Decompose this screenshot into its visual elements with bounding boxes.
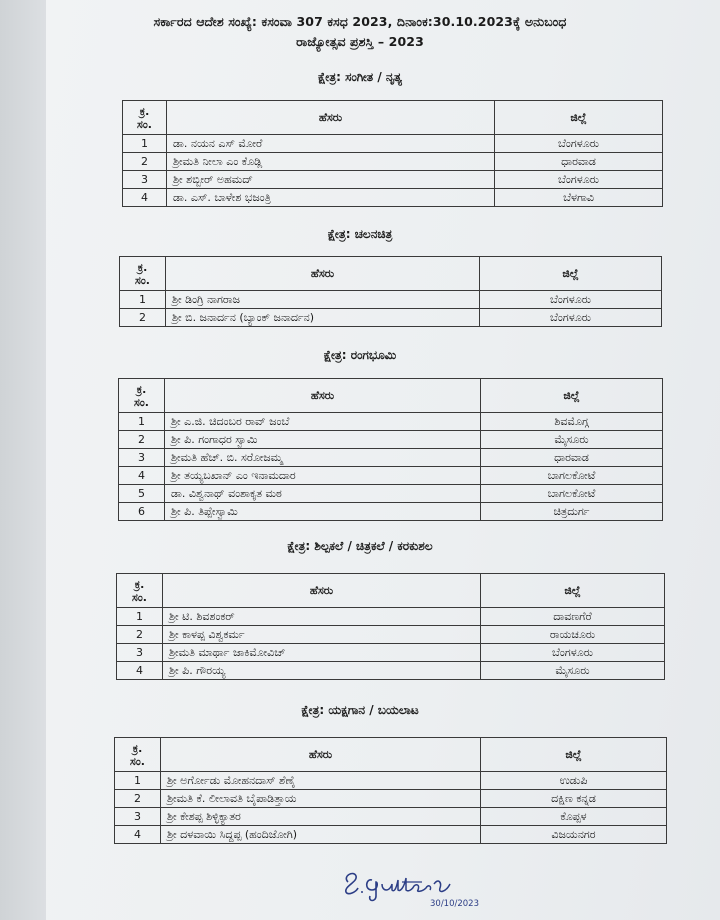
sl-number: 1 (120, 291, 166, 309)
awardee-name: ಶ್ರೀ ಕಾಳಪ್ಪ ವಿಶ್ವಕರ್ಮ (163, 626, 481, 644)
table-row (115, 772, 667, 790)
table-row (115, 826, 667, 844)
column-name: ಹೆಸರು (165, 379, 481, 413)
column-name: ಹೆಸರು (167, 101, 495, 135)
district-name: ಬಾಗಲಕೋಟೆ (481, 485, 663, 503)
section-title-theatre: ಕ್ಷೇತ್ರ: ರಂಗಭೂಮಿ (323, 348, 397, 362)
table-row (117, 644, 665, 662)
district-name: ದಕ್ಷಿಣ ಕನ್ನಡ (481, 790, 667, 808)
column-name: ಹೆಸರು (161, 738, 481, 772)
section-title-music-dance: ಕ್ಷೇತ್ರ: ಸಂಗೀತ / ನೃತ್ಯ (318, 70, 402, 84)
column-name: ಹೆಸರು (163, 574, 481, 608)
awardee-name: ಶ್ರೀಮತಿ ಕೆ. ಲೀಲಾವತಿ ಬೈಪಾಡಿತ್ತಾಯ (161, 790, 481, 808)
awardee-name: ಶ್ರೀ ಕೇಶಪ್ಪ ಶಿಳ್ಳಿಕ್ಯಾತರ (161, 808, 481, 826)
column-district: ಜಿಲ್ಲೆ (480, 257, 662, 291)
sl-number: 2 (123, 153, 167, 171)
sl-number: 1 (119, 413, 165, 431)
awardee-name: ಶ್ರೀ ಬಿ. ಜನಾರ್ದನ (ಬ್ಯಾಂಕ್ ಜನಾರ್ದನ) (166, 309, 480, 327)
table-row (117, 608, 665, 626)
section-title-sculpture-painting-crafts: ಕ್ಷೇತ್ರ: ಶಿಲ್ಪಕಲೆ / ಚಿತ್ರಕಲೆ / ಕರಕುಶಲ (287, 539, 433, 553)
sl-number: 4 (119, 467, 165, 485)
sl-number: 2 (120, 309, 166, 327)
district-name: ರಾಯಚೂರು (481, 626, 665, 644)
sl-number: 1 (117, 608, 163, 626)
sl-number: 4 (115, 826, 161, 844)
table-row (119, 503, 663, 521)
awardee-name: ಶ್ರೀ ಪಿ. ಗಂಗಾಧರ ಸ್ವಾಮಿ (165, 431, 481, 449)
table-row (123, 189, 663, 207)
section-title-yakshagana: ಕ್ಷೇತ್ರ: ಯಕ್ಷಗಾನ / ಬಯಲಾಟ (301, 703, 419, 717)
awardee-name: ಶ್ರೀ ಎ.ಜಿ. ಚಿದಂಬರ ರಾವ್ ಜಂಬೆ (165, 413, 481, 431)
column-sl: ಕ್ರ. ಸಂ. (119, 379, 165, 413)
awardee-name: ಡಾ. ನಯನ ಎಸ್ ಮೋರೆ (167, 135, 495, 153)
district-name: ಮೈಸೂರು (481, 662, 665, 680)
column-sl: ಕ್ರ. ಸಂ. (115, 738, 161, 772)
page-edge (0, 0, 46, 920)
column-district: ಜಿಲ್ಲೆ (495, 101, 663, 135)
table-row (120, 291, 662, 309)
column-sl: ಕ್ರ. ಸಂ. (117, 574, 163, 608)
table-row (119, 413, 663, 431)
district-name: ಶಿವಮೊಗ್ಗ (481, 413, 663, 431)
sl-number: 2 (119, 431, 165, 449)
sl-number: 3 (119, 449, 165, 467)
district-name: ಬೆಂಗಳೂರು (481, 644, 665, 662)
district-name: ಮೈಸೂರು (481, 431, 663, 449)
awardee-name: ಶ್ರೀ ಡಿಂಗ್ರಿ ನಾಗರಾಜ (166, 291, 480, 309)
table-row (119, 431, 663, 449)
column-district: ಜಿಲ್ಲೆ (481, 738, 667, 772)
table-row (119, 485, 663, 503)
awardee-name: ಶ್ರೀಮತಿ ಮಾರ್ಥಾ ಜಾಕಿಮೋವಿಚ್ (163, 644, 481, 662)
awardee-name: ಡಾ. ವಿಶ್ವನಾಥ್ ವಂಶಾಕೃತ ಮಠ (165, 485, 481, 503)
district-name: ಬೆಂಗಳೂರು (495, 135, 663, 153)
column-sl: ಕ್ರ. ಸಂ. (123, 101, 167, 135)
section-title-film: ಕ್ಷೇತ್ರ: ಚಲನಚಿತ್ರ (327, 227, 393, 241)
awardee-name: ಶ್ರೀ ದಳವಾಯಿ ಸಿದ್ದಪ್ಪ (ಹಂದಿಜೋಗಿ) (161, 826, 481, 844)
table-sculpture-painting-crafts (116, 573, 665, 680)
district-name: ಬೆಂಗಳೂರು (495, 171, 663, 189)
district-name: ಉಡುಪಿ (481, 772, 667, 790)
awardee-name: ಶ್ರೀ ಟಿ. ಶಿವಶಂಕರ್ (163, 608, 481, 626)
awardee-name: ಶ್ರೀಮತಿ ಹೆಚ್. ಬಿ. ಸರೋಜಮ್ಮ (165, 449, 481, 467)
district-name: ಧಾರವಾಡ (495, 153, 663, 171)
sl-number: 1 (123, 135, 167, 153)
sl-number: 3 (117, 644, 163, 662)
table-film (119, 256, 662, 327)
table-yakshagana (114, 737, 667, 844)
sl-number: 3 (123, 171, 167, 189)
table-music-dance (122, 100, 663, 207)
sl-number: 4 (123, 189, 167, 207)
awardee-name: ಶ್ರೀ ಪಿ. ಗೌರಯ್ಯ (163, 662, 481, 680)
sl-number: 4 (117, 662, 163, 680)
table-row (119, 449, 663, 467)
awardee-name: ಶ್ರೀ ತಯ್ಯಬಖಾನ್ ಎಂ ಇನಾಮದಾರ (165, 467, 481, 485)
district-name: ದಾವಣಗೆರೆ (481, 608, 665, 626)
column-sl: ಕ್ರ. ಸಂ. (120, 257, 166, 291)
district-name: ಬೆಳಗಾವಿ (495, 189, 663, 207)
district-name: ಧಾರವಾಡ (481, 449, 663, 467)
column-district: ಜಿಲ್ಲೆ (481, 574, 665, 608)
signature-date: 30/10/2023 (430, 899, 479, 909)
district-name: ಚಿತ್ರದುರ್ಗ (481, 503, 663, 521)
table-theatre (118, 378, 663, 521)
district-name: ಬಾಗಲಕೋಟೆ (481, 467, 663, 485)
column-name: ಹೆಸರು (166, 257, 480, 291)
sl-number: 6 (119, 503, 165, 521)
column-district: ಜಿಲ್ಲೆ (481, 379, 663, 413)
sl-number: 2 (117, 626, 163, 644)
table-row (123, 171, 663, 189)
awardee-name: ಡಾ. ಎಸ್. ಬಾಳೇಶ ಭಜಂತ್ರಿ (167, 189, 495, 207)
awardee-name: ಶ್ರೀ ಅರ್ಗೋಡು ಮೋಹನದಾಸ್ ಶೆಣೈ (161, 772, 481, 790)
district-name: ಬೆಂಗಳೂರು (480, 309, 662, 327)
table-row (119, 467, 663, 485)
order-reference: ಸರ್ಕಾರದ ಆದೇಶ ಸಂಖ್ಯೆ: ಕಸಂವಾ 307 ಕಸಧ 2023, ದಿನಾಂಕ:30.10.2023ಕ್ಕೆ ಅನುಬಂಧ (153, 14, 567, 29)
sl-number: 5 (119, 485, 165, 503)
district-name: ವಿಜಯನಗರ (481, 826, 667, 844)
table-row (115, 808, 667, 826)
district-name: ಬೆಂಗಳೂರು (480, 291, 662, 309)
district-name: ಕೊಪ್ಪಳ (481, 808, 667, 826)
sl-number: 1 (115, 772, 161, 790)
document-title: ರಾಜ್ಯೋತ್ಸವ ಪ್ರಶಸ್ತಿ – 2023 (296, 34, 424, 49)
table-row (117, 662, 665, 680)
table-row (117, 626, 665, 644)
table-row (115, 790, 667, 808)
awardee-name: ಶ್ರೀ ಶಬ್ಬೀರ್ ಅಹಮದ್ (167, 171, 495, 189)
signature (338, 862, 498, 912)
sl-number: 3 (115, 808, 161, 826)
table-row (123, 153, 663, 171)
table-row (120, 309, 662, 327)
sl-number: 2 (115, 790, 161, 808)
table-row (123, 135, 663, 153)
awardee-name: ಶ್ರೀ ಪಿ. ತಿಪ್ಪೇಸ್ವಾಮಿ (165, 503, 481, 521)
awardee-name: ಶ್ರೀಮತಿ ನೀಲಾ ಎಂ ಕೊಡ್ಲಿ (167, 153, 495, 171)
